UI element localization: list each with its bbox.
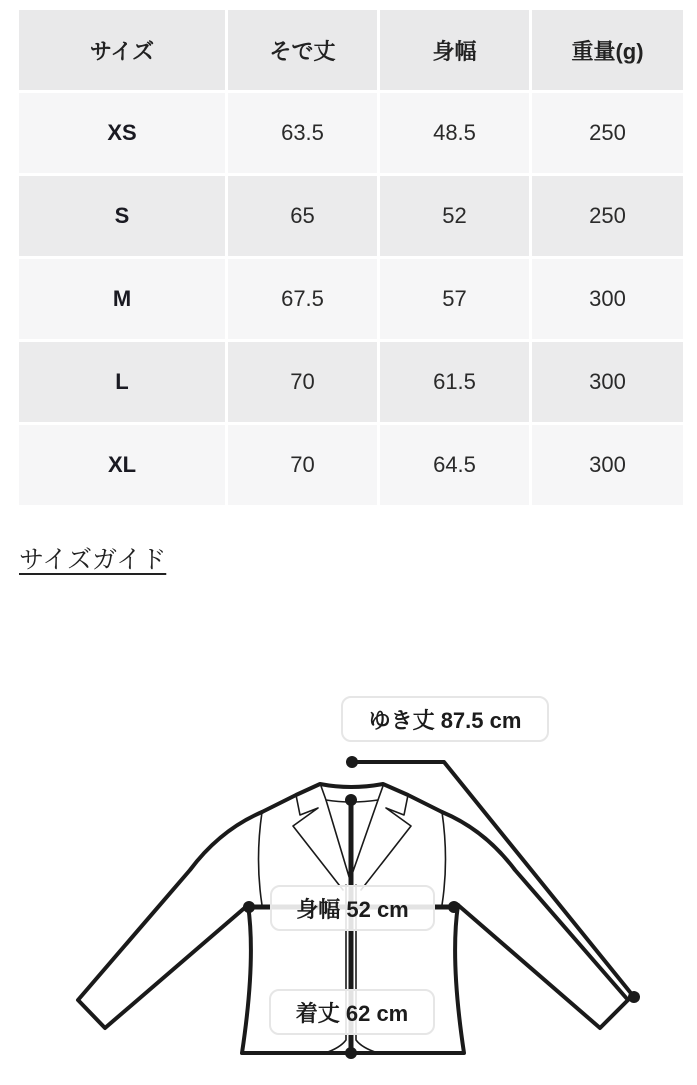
sleeve-cell: 70 — [228, 425, 377, 505]
size-cell: XL — [19, 425, 225, 505]
table-row — [19, 93, 683, 173]
width-cell: 48.5 — [380, 93, 529, 173]
header-weight: 重量(g) — [532, 10, 683, 90]
size-cell: S — [19, 176, 225, 256]
jacket-measurement-diagram — [0, 680, 697, 1080]
yuki-label: ゆき丈 87.5 cm — [341, 696, 549, 742]
sleeve-cell: 70 — [228, 342, 377, 422]
table-row — [19, 259, 683, 339]
sleeve-cell: 63.5 — [228, 93, 377, 173]
size-cell: M — [19, 259, 225, 339]
mihaba-label: 身幅 52 cm — [270, 885, 435, 931]
kitake-label: 着丈 62 cm — [269, 989, 435, 1035]
header-size: サイズ — [19, 10, 225, 90]
weight-cell: 250 — [532, 93, 683, 173]
sleeve-cell: 67.5 — [228, 259, 377, 339]
width-cell: 52 — [380, 176, 529, 256]
table-row — [19, 425, 683, 505]
width-cell: 57 — [380, 259, 529, 339]
size-cell: XS — [19, 93, 225, 173]
weight-cell: 300 — [532, 425, 683, 505]
size-guide-link[interactable]: サイズガイド — [19, 546, 167, 574]
weight-cell: 250 — [532, 176, 683, 256]
width-cell: 61.5 — [380, 342, 529, 422]
header-sleeve: そで丈 — [228, 10, 377, 90]
size-table — [19, 10, 683, 508]
table-row — [19, 342, 683, 422]
weight-cell: 300 — [532, 259, 683, 339]
size-cell: L — [19, 342, 225, 422]
width-cell: 64.5 — [380, 425, 529, 505]
table-row — [19, 176, 683, 256]
header-width: 身幅 — [380, 10, 529, 90]
table-header-row — [19, 10, 683, 90]
weight-cell: 300 — [532, 342, 683, 422]
sleeve-cell: 65 — [228, 176, 377, 256]
